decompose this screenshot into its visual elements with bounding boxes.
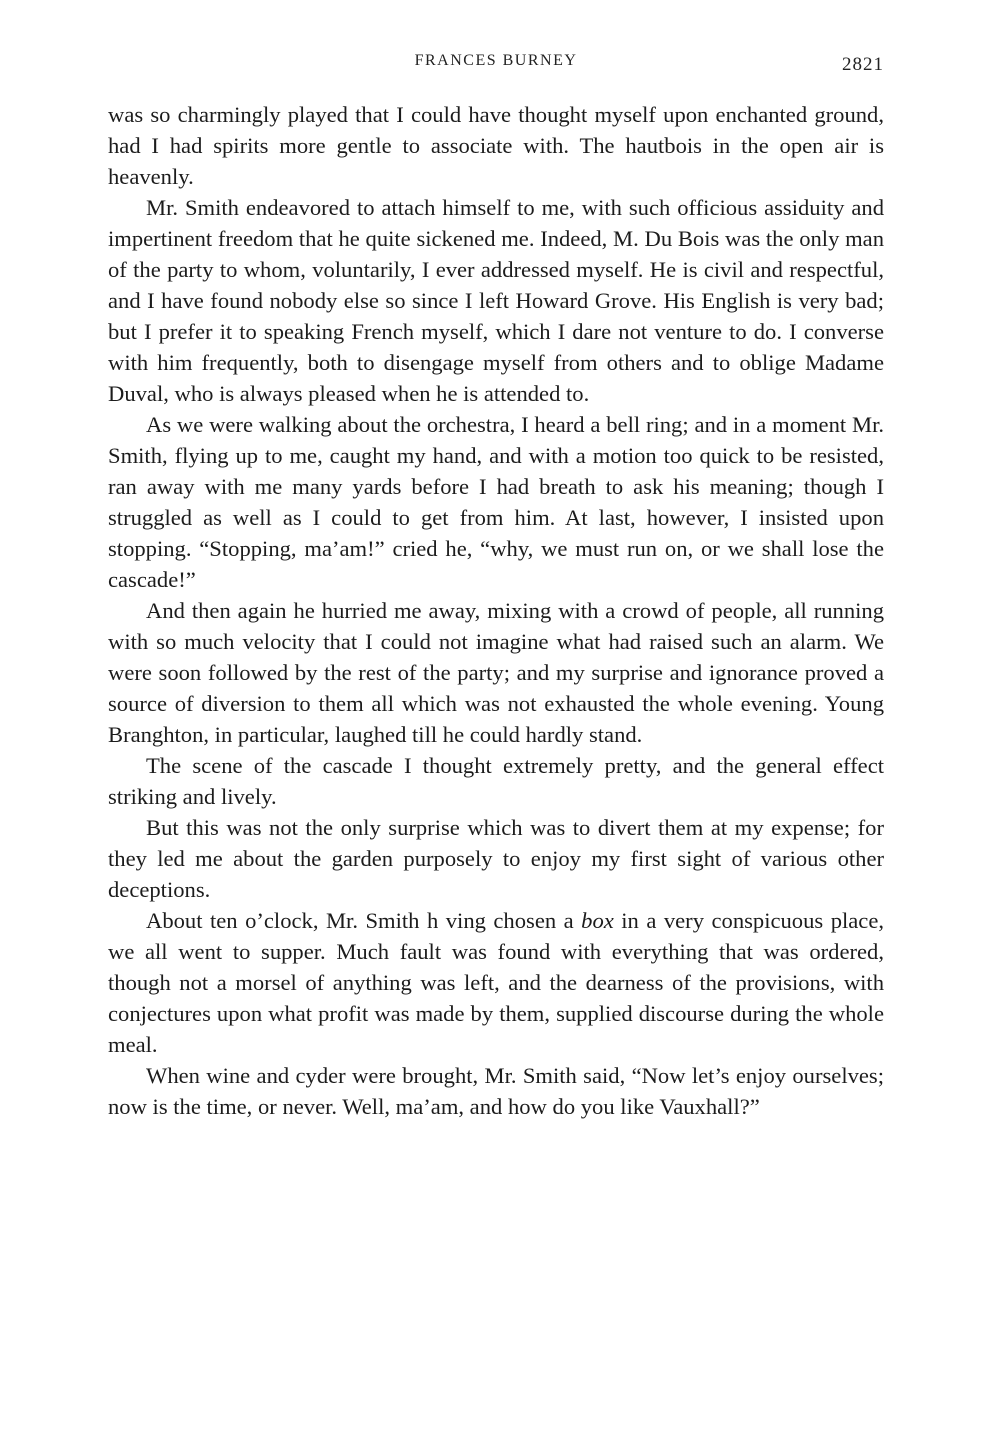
paragraph-7-italic-word: box (581, 908, 614, 933)
paragraph-5: The scene of the cascade I thought extremely pretty, and the general effect striking and lively. (108, 753, 884, 809)
paragraph-2: Mr. Smith endeavored to attach himself to me, with such officious assiduity and impertinent freedom that he quite sickened me. Indeed, M. Du Bois was the only man of the party to whom, voluntarily, I ever addressed myself. He is civil and respectful, and I have found nobody else so since I left Howard Grove. His English is very bad; but I prefer it to speaking French myself, which I dare not venture to do. I converse with him frequently, both to disengage myself from others and to oblige Madame Duval, who is always pleased when he is attended to. (108, 195, 884, 406)
body-text (108, 99, 884, 1122)
paragraph-4: And then again he hurried me away, mixing with a crowd of people, all running with so much velocity that I could not imagine what had raised such an alarm. We were soon followed by the rest of the party; and my surprise and ignorance proved a source of diversion to them all which was not exhausted the whole evening. Young Branghton, in particular, laughed till he could hardly stand. (108, 598, 884, 747)
paragraph-7-start: About ten o’clock, Mr. Smith h ving chosen a (146, 908, 582, 933)
paragraph-3: As we were walking about the orchestra, I heard a bell ring; and in a moment Mr. Smith, flying up to me, caught my hand, and with a motion too quick to be resisted, ran away with me many yards before I had breath to ask his meaning; though I struggled as well as I could to get from him. At last, however, I insisted upon stopping. “Stopping, ma’am!” cried he, “why, we must run on, or we shall lose the cascade!” (108, 412, 884, 592)
page-header (108, 52, 884, 82)
paragraph-8: When wine and cyder were brought, Mr. Smith said, “Now let’s enjoy ourselves; now is the time, or never. Well, ma’am, and how do you like Vauxhall?” (108, 1063, 884, 1119)
paragraph-6: But this was not the only surprise which was to divert them at my expense; for they led me about the garden purposely to enjoy my first sight of various other deceptions. (108, 815, 884, 902)
page-number: 2821 (842, 54, 884, 75)
paragraph-7-end: in a very conspicuous place, we all went to supper. Much fault was found with everything that was ordered, though not a morsel of anything was left, and the dearness of the provisions, with conjectures upon what profit was made by them, supplied discourse during the whole meal. (108, 908, 884, 1057)
running-head: FRANCES BURNEY (414, 52, 578, 69)
paragraph-7 (108, 905, 884, 1060)
paragraph-1: was so charmingly played that I could have thought myself upon enchanted ground, had I had spirits more gentle to associate with. The hautbois in the open air is heavenly. (108, 102, 884, 189)
